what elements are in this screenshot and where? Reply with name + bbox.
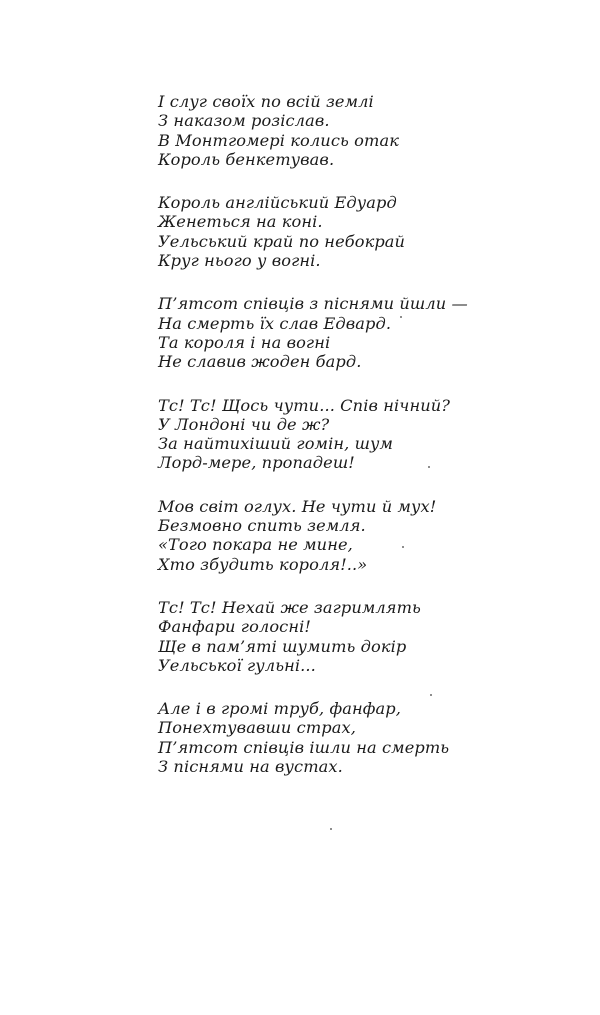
- print-speck: [428, 466, 430, 468]
- poem-line: В Монтгомері колись отак: [158, 130, 399, 150]
- poem-line: На смерть їх слав Едвард.: [158, 313, 392, 333]
- poem-line: І слуг своїх по всій землі: [158, 92, 374, 111]
- poem-line: Король англійський Едуард: [158, 193, 397, 213]
- poem-line: Женеться на коні.: [158, 212, 323, 232]
- print-speck: [330, 828, 332, 830]
- poem-line: Та короля і на вогні: [158, 332, 331, 352]
- poem-line: Уельський край по небокрай: [158, 231, 406, 251]
- poem-line: Тс! Тс! Нехай же загримлять: [158, 597, 421, 617]
- poem-line: «Того покара не мине,: [158, 535, 353, 555]
- stanza: [158, 497, 488, 574]
- poem-line: З наказом розіслав.: [158, 111, 330, 131]
- poem-line: Але і в громі труб, фанфар,: [158, 699, 401, 719]
- poem-line: П’ятсот співців з піснями йшли —: [158, 294, 468, 314]
- poem-line: П’ятсот співців ішли на смерть: [158, 737, 450, 757]
- poem-line: Ще в пам’яті шумить докір: [158, 636, 407, 656]
- print-speck: [402, 546, 404, 548]
- poem-line: Круг нього у вогні.: [158, 251, 321, 271]
- poem-line: У Лондоні чи де ж?: [158, 414, 330, 434]
- stanza: [158, 598, 488, 675]
- print-speck: [430, 694, 432, 696]
- poem-line: Мов світ оглух. Не чути й мух!: [158, 496, 437, 516]
- poem-line: Король бенкетував.: [158, 149, 335, 169]
- poem-line: Безмовно спить земля.: [158, 516, 366, 536]
- poem-line: Понехтувавши страх,: [158, 718, 356, 738]
- stanza: [158, 699, 488, 776]
- poem-line: Хто збудить короля!..»: [158, 554, 368, 574]
- stanza: [158, 396, 488, 473]
- print-speck: [400, 316, 402, 318]
- stanza: [158, 92, 488, 169]
- poem-line: Фанфари голосні!: [158, 617, 311, 637]
- poem-line: Тс! Тс! Щось чути... Спів нічний?: [158, 395, 451, 415]
- poem-line: З піснями на вустах.: [158, 757, 343, 777]
- poem-line: За найтихіший гомін, шум: [158, 434, 394, 454]
- poem-line: Лорд-мере, пропадеш!: [158, 453, 355, 473]
- stanza: [158, 193, 488, 270]
- poem: [158, 92, 488, 800]
- poem-line: Уельської гульні...: [158, 655, 316, 675]
- stanza: [158, 294, 488, 371]
- poem-line: Не славив жоден бард.: [158, 352, 362, 372]
